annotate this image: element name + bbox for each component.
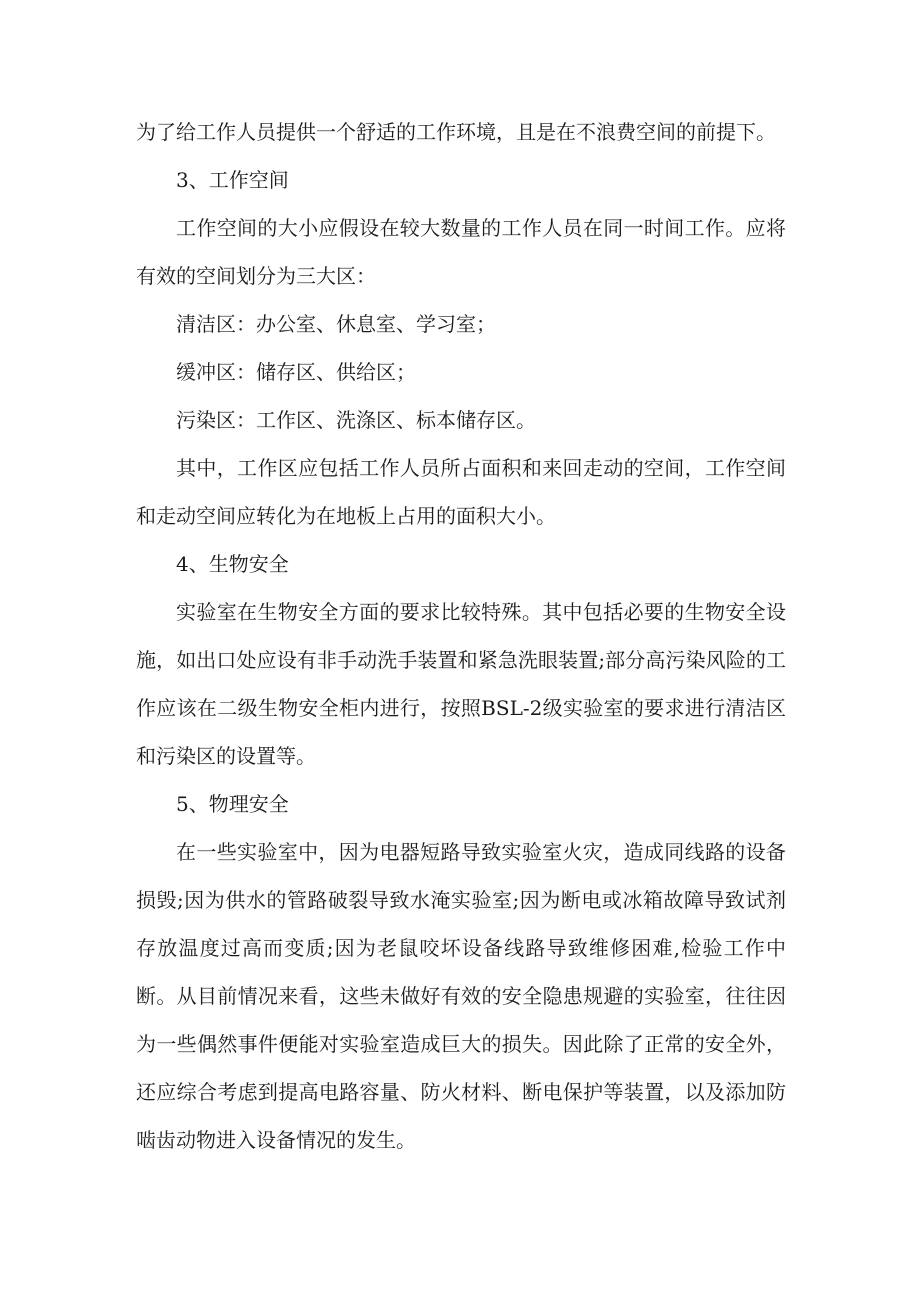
document-body (136, 108, 786, 1164)
section-heading-biosafety: 4、生物安全 (176, 552, 289, 576)
paragraph-biosafety: 实验室在生物安全方面的要求比较特殊。其中包括必要的生物安全设施，如出口处应设有非手动洗手装置和紧急洗眼装置;部分高污染风险的工作应该在二级生物安全柜内进行，按照BSL-2级实验室的要求进行清洁区和污染区的设置等。 (136, 600, 786, 768)
paragraph-physical-safety: 在一些实验室中，因为电器短路导致实验室火灾，造成同线路的设备损毁;因为供水的管路破裂导致水淹实验室;因为断电或冰箱故障导致试剂存放温度过高而变质;因为老鼠咬坏设备线路导致维修困难,检验工作中断。从目前情况来看，这些未做好有效的安全隐患规避的实验室，往往因为一些偶然事件便能对实验室造成巨大的损失。因此除了正常的安全外，还应综合考虑到提高电路容量、防火材料、断电保护等装置，以及添加防啮齿动物进入设备情况的发生。 (136, 840, 786, 1152)
paragraph-work-space-intro: 工作空间的大小应假设在较大数量的工作人员在同一时间工作。应将有效的空间划分为三大区： (136, 216, 786, 288)
list-item-clean-zone: 清洁区：办公室、休息室、学习室； (176, 312, 496, 336)
paragraph-work-area: 其中，工作区应包括工作人员所占面积和来回走动的空间，工作空间和走动空间应转化为在地板上占用的面积大小。 (136, 456, 786, 528)
list-item-buffer-zone: 缓冲区：储存区、供给区； (176, 360, 416, 384)
section-heading-physical-safety: 5、物理安全 (176, 792, 289, 816)
paragraph-continuation: 为了给工作人员提供一个舒适的工作环境，且是在不浪费空间的前提下。 (136, 120, 776, 144)
section-heading-work-space: 3、工作空间 (176, 168, 289, 192)
list-item-contaminated-zone: 污染区：工作区、洗涤区、标本储存区。 (176, 408, 536, 432)
